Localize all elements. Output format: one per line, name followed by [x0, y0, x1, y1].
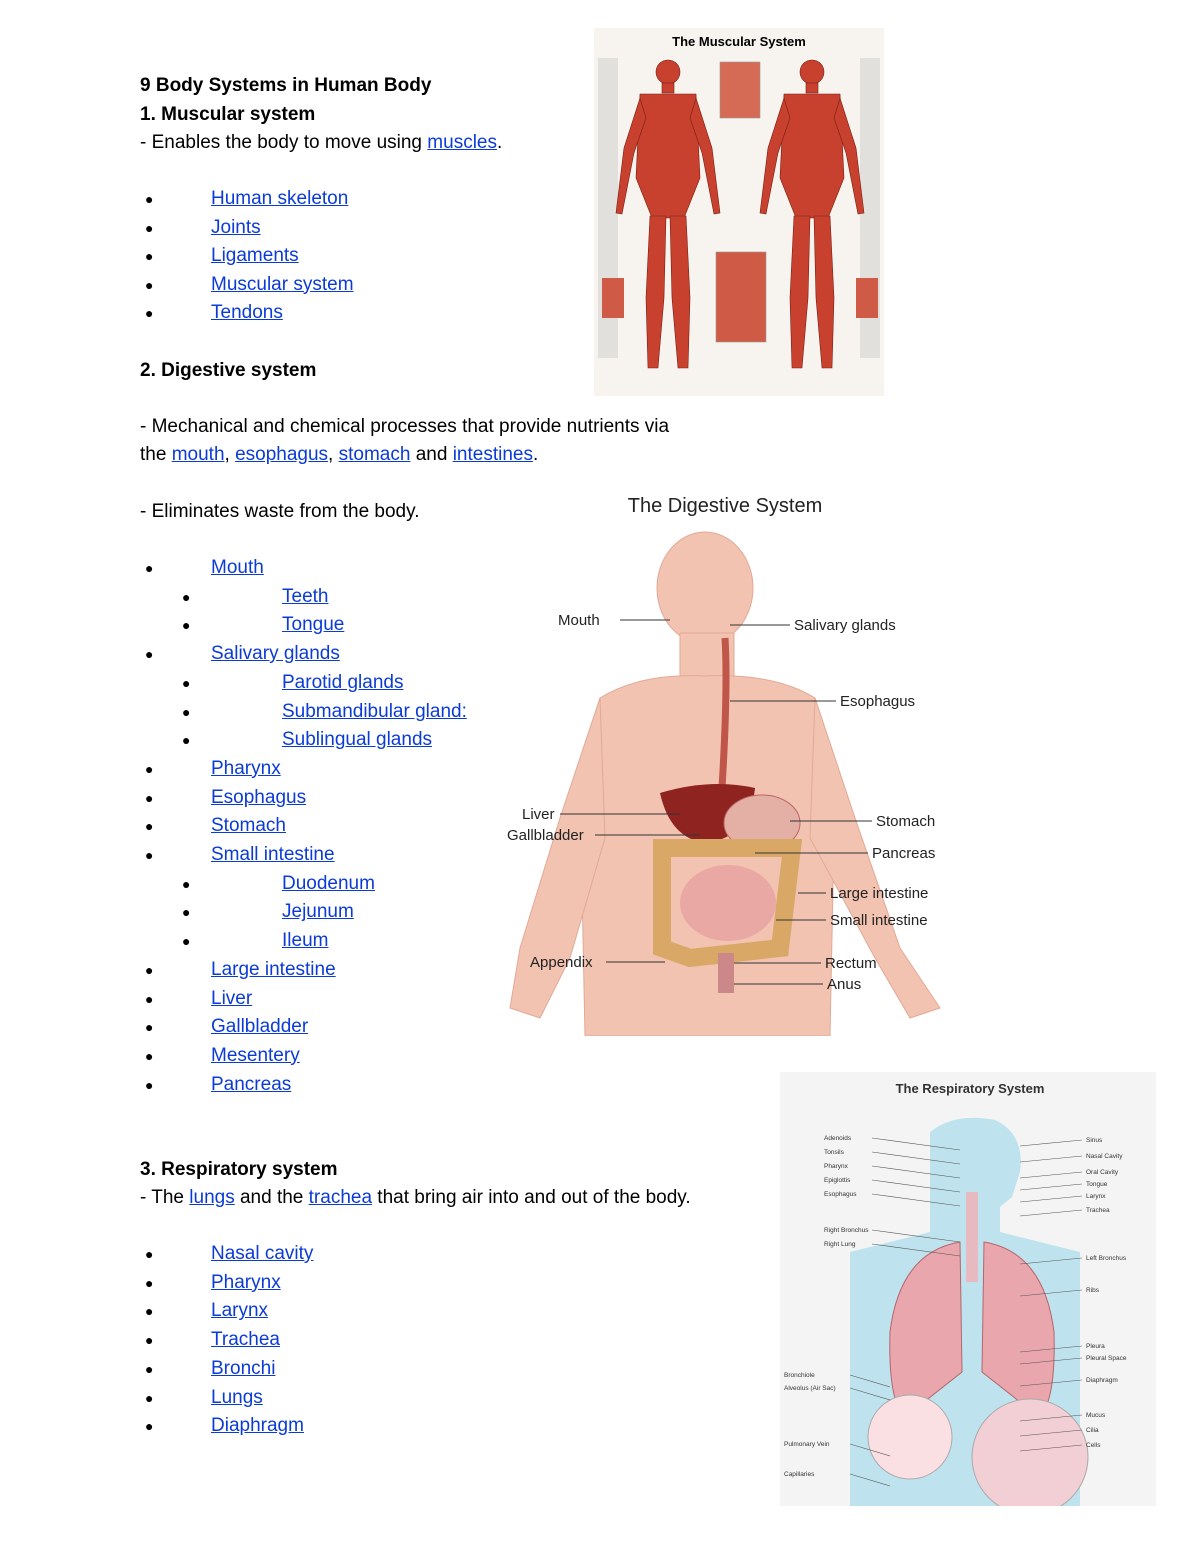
list-item	[211, 242, 299, 270]
and-the-text: and the	[234, 1187, 309, 1208]
resp-label-right: Sinus	[1086, 1137, 1103, 1144]
list-item	[211, 1013, 308, 1041]
list-item-link[interactable]: Lungs	[211, 1386, 263, 1408]
label-anus: Anus	[827, 976, 862, 993]
resp-label-left: Epiglottis	[824, 1177, 851, 1184]
resp-label-left: Alveolus (Air Sac)	[784, 1385, 836, 1392]
resp-label-right: Trachea	[1086, 1207, 1110, 1214]
muscular-heading: 1. Muscular system	[140, 104, 316, 125]
list-item	[211, 1326, 280, 1354]
list-item-link[interactable]: Ligaments	[211, 245, 299, 266]
label-esophagus: Esophagus	[840, 693, 916, 710]
digestive-figure-title: The Digestive System	[627, 495, 823, 517]
list-item-link[interactable]: Human skeleton	[211, 188, 349, 209]
intestines-link[interactable]: intestines	[452, 444, 533, 465]
list-item-link[interactable]: Stomach	[211, 815, 286, 837]
list-item	[211, 1412, 304, 1440]
bullet-icon: ●	[145, 760, 154, 777]
list-item-link[interactable]: Submandibular gland:	[282, 700, 467, 722]
label-large-intestine: Large intestine	[830, 885, 929, 902]
bullet-icon: ●	[145, 847, 154, 863]
bullet-icon: ●	[182, 904, 191, 921]
label-mouth: Mouth	[558, 612, 600, 629]
list-item-link[interactable]: Tongue	[282, 614, 345, 636]
torso-inset	[716, 252, 766, 342]
list-item	[211, 755, 281, 783]
list-item-link[interactable]: Diaphragm	[211, 1415, 304, 1437]
bullet-icon: ●	[182, 732, 191, 749]
list-item	[282, 870, 375, 898]
resp-label-right: Cells	[1086, 1442, 1101, 1449]
list-item	[211, 1269, 281, 1297]
respiratory-system-illustration	[780, 1072, 1156, 1506]
list-item-link[interactable]: Sublingual glands	[282, 729, 433, 751]
list-item-link[interactable]: Tendons	[211, 302, 283, 323]
list-item-link[interactable]: Trachea	[211, 1329, 280, 1351]
digestive-system-figure	[500, 488, 950, 1036]
bullet-icon: ●	[145, 1047, 154, 1064]
list-item-link[interactable]: Pharynx	[211, 757, 281, 779]
list-item	[211, 1240, 313, 1268]
bullet-icon: ●	[145, 219, 154, 236]
bullet-icon: ●	[182, 933, 191, 950]
bullet-icon: ●	[182, 703, 191, 720]
list-item	[211, 271, 354, 299]
lungs-link[interactable]: lungs	[189, 1187, 235, 1208]
period-text: .	[532, 444, 539, 465]
label-stomach: Stomach	[876, 813, 936, 830]
list-item-link[interactable]: Larynx	[211, 1300, 269, 1322]
esophagus-link[interactable]: esophagus	[235, 444, 329, 465]
bullet-icon: ●	[145, 818, 154, 835]
list-item	[211, 956, 336, 984]
list-item-link[interactable]: Duodenum	[282, 872, 375, 894]
list-item	[282, 583, 328, 611]
bullet-icon: ●	[145, 990, 154, 1007]
list-item-link[interactable]: Salivary glands	[211, 643, 340, 665]
resp-desc-suffix: that bring air into and out of the body.	[372, 1187, 691, 1208]
resp-label-left: Adenoids	[824, 1135, 852, 1142]
list-item	[211, 185, 348, 213]
resp-label-left: Pulmonary Vein	[784, 1441, 830, 1448]
list-item-link[interactable]: Gallbladder	[211, 1016, 309, 1038]
muscles-link[interactable]: muscles	[427, 132, 497, 153]
list-item	[211, 1297, 268, 1325]
bullet-icon: ●	[145, 191, 154, 207]
digestive-description-1: - Mechanical and chemical processes that provide nutrients via	[140, 416, 670, 437]
comma-text: ,	[224, 444, 236, 465]
muscular-system-illustration	[594, 28, 884, 396]
resp-label-left: Bronchiole	[784, 1372, 815, 1379]
list-item	[282, 698, 467, 726]
list-item-link[interactable]: Esophagus	[211, 786, 307, 808]
label-rectum: Rectum	[825, 955, 877, 972]
head-inset	[720, 62, 760, 118]
list-item	[211, 299, 283, 327]
list-item	[211, 640, 340, 668]
respiratory-description	[140, 1184, 691, 1212]
and-text: and	[410, 444, 453, 465]
resp-label-left: Right Bronchus	[824, 1227, 869, 1234]
respiratory-system-figure	[780, 1072, 1156, 1506]
resp-label-left: Esophagus	[824, 1191, 857, 1198]
label-salivary: Salivary glands	[794, 617, 896, 634]
list-item	[282, 669, 403, 697]
alveolus-inset	[868, 1395, 952, 1479]
resp-label-left: Right Lung	[824, 1241, 856, 1248]
list-item-link[interactable]: Parotid glands	[282, 671, 404, 693]
list-item-link[interactable]: Mesentery	[211, 1044, 300, 1066]
list-item	[211, 1355, 275, 1383]
bullet-icon: ●	[145, 560, 154, 576]
label-pancreas: Pancreas	[872, 845, 936, 862]
label-appendix: Appendix	[530, 954, 593, 971]
resp-label-right: Oral Cavity	[1086, 1169, 1119, 1176]
muscular-desc-suffix: .	[496, 132, 503, 153]
comma-text: ,	[328, 444, 339, 465]
bullet-icon: ●	[145, 276, 154, 293]
list-item	[211, 554, 264, 582]
list-item	[211, 1071, 291, 1099]
bullet-icon: ●	[145, 1076, 154, 1093]
page-title: 9 Body Systems in Human Body	[140, 75, 432, 96]
list-item-link[interactable]: Liver	[211, 987, 253, 1009]
list-item	[282, 927, 328, 955]
resp-label-right: Mucus	[1086, 1412, 1106, 1419]
the-text: the	[140, 444, 172, 465]
resp-label-left: Pharynx	[824, 1163, 848, 1170]
digestive-description-2	[140, 441, 538, 469]
list-item	[211, 841, 335, 869]
bullet-icon: ●	[145, 1360, 154, 1377]
bullet-icon: ●	[145, 646, 154, 663]
resp-label-left: Capillaries	[784, 1471, 815, 1478]
bullet-icon: ●	[145, 1246, 154, 1262]
cilia-inset	[972, 1399, 1088, 1506]
list-item	[211, 214, 261, 242]
list-item	[211, 985, 252, 1013]
list-item	[282, 611, 344, 639]
muscular-system-figure	[594, 28, 884, 396]
list-item-link[interactable]: Pharynx	[211, 1271, 281, 1293]
muscular-description	[140, 129, 502, 157]
list-item-link[interactable]: Nasal cavity	[211, 1243, 314, 1264]
small-intestine-shape	[680, 865, 776, 941]
bullet-icon: ●	[182, 674, 191, 691]
resp-label-right: Nasal Cavity	[1086, 1153, 1123, 1160]
list-item-link[interactable]: Mouth	[211, 557, 264, 578]
hand-inset-right	[856, 278, 878, 318]
digestive-system-illustration	[500, 488, 950, 1036]
bullet-icon: ●	[145, 1389, 154, 1406]
label-gallbladder: Gallbladder	[507, 827, 584, 844]
bullet-icon: ●	[182, 875, 191, 892]
bullet-icon: ●	[145, 961, 154, 978]
list-item-link[interactable]: Large intestine	[211, 958, 336, 980]
resp-label-right: Ribs	[1086, 1287, 1100, 1294]
list-item-link[interactable]: Ileum	[282, 930, 329, 952]
bullet-icon: ●	[182, 588, 191, 605]
bullet-icon: ●	[145, 305, 154, 321]
list-item	[211, 1384, 263, 1412]
bullet-icon: ●	[145, 248, 154, 264]
muscular-desc-prefix: - Enables the body to move using	[140, 132, 428, 153]
list-item	[211, 1042, 300, 1070]
digestive-description-3: - Eliminates waste from the body.	[140, 501, 420, 522]
bullet-icon: ●	[145, 1019, 154, 1036]
stomach-link[interactable]: stomach	[338, 444, 411, 465]
bullet-icon: ●	[145, 789, 154, 806]
resp-label-right: Tongue	[1086, 1181, 1108, 1188]
bullet-icon: ●	[145, 1418, 154, 1435]
hand-inset-left	[602, 278, 624, 318]
muscular-figure-title: The Muscular System	[672, 34, 806, 49]
list-item-link[interactable]: Teeth	[282, 585, 329, 607]
trachea-link[interactable]: trachea	[308, 1187, 373, 1208]
list-item-link[interactable]: Small intestine	[211, 844, 335, 865]
list-item-link[interactable]: Bronchi	[211, 1357, 276, 1379]
resp-label-right: Larynx	[1086, 1193, 1106, 1200]
resp-label-right: Left Bronchus	[1086, 1255, 1127, 1262]
resp-label-right: Diaphragm	[1086, 1377, 1118, 1384]
resp-label-right: Pleura	[1086, 1343, 1105, 1350]
list-item-link[interactable]: Muscular system	[211, 273, 354, 295]
label-liver: Liver	[522, 806, 555, 823]
list-item-link[interactable]: Joints	[211, 216, 261, 238]
resp-label-left: Tonsils	[824, 1149, 844, 1156]
bullet-icon: ●	[145, 1332, 154, 1349]
mouth-link[interactable]: mouth	[171, 444, 225, 465]
respiratory-heading: 3. Respiratory system	[140, 1159, 338, 1180]
respiratory-figure-title: The Respiratory System	[895, 1081, 1045, 1096]
rectum-shape	[718, 953, 734, 993]
resp-desc-prefix: - The	[140, 1187, 190, 1208]
resp-label-right: Pleural Space	[1086, 1355, 1127, 1362]
list-item	[211, 784, 306, 812]
bullet-icon: ●	[182, 617, 191, 634]
bullet-icon: ●	[145, 1303, 154, 1320]
label-small-intestine: Small intestine	[830, 912, 928, 929]
list-item	[211, 812, 286, 840]
bullet-icon: ●	[145, 1274, 154, 1291]
list-item-link[interactable]: Pancreas	[211, 1073, 292, 1095]
list-item	[282, 898, 354, 926]
resp-label-right: Cilia	[1086, 1427, 1099, 1434]
list-item-link[interactable]: Jejunum	[282, 901, 354, 923]
list-item	[282, 726, 432, 754]
digestive-heading: 2. Digestive system	[140, 360, 317, 381]
